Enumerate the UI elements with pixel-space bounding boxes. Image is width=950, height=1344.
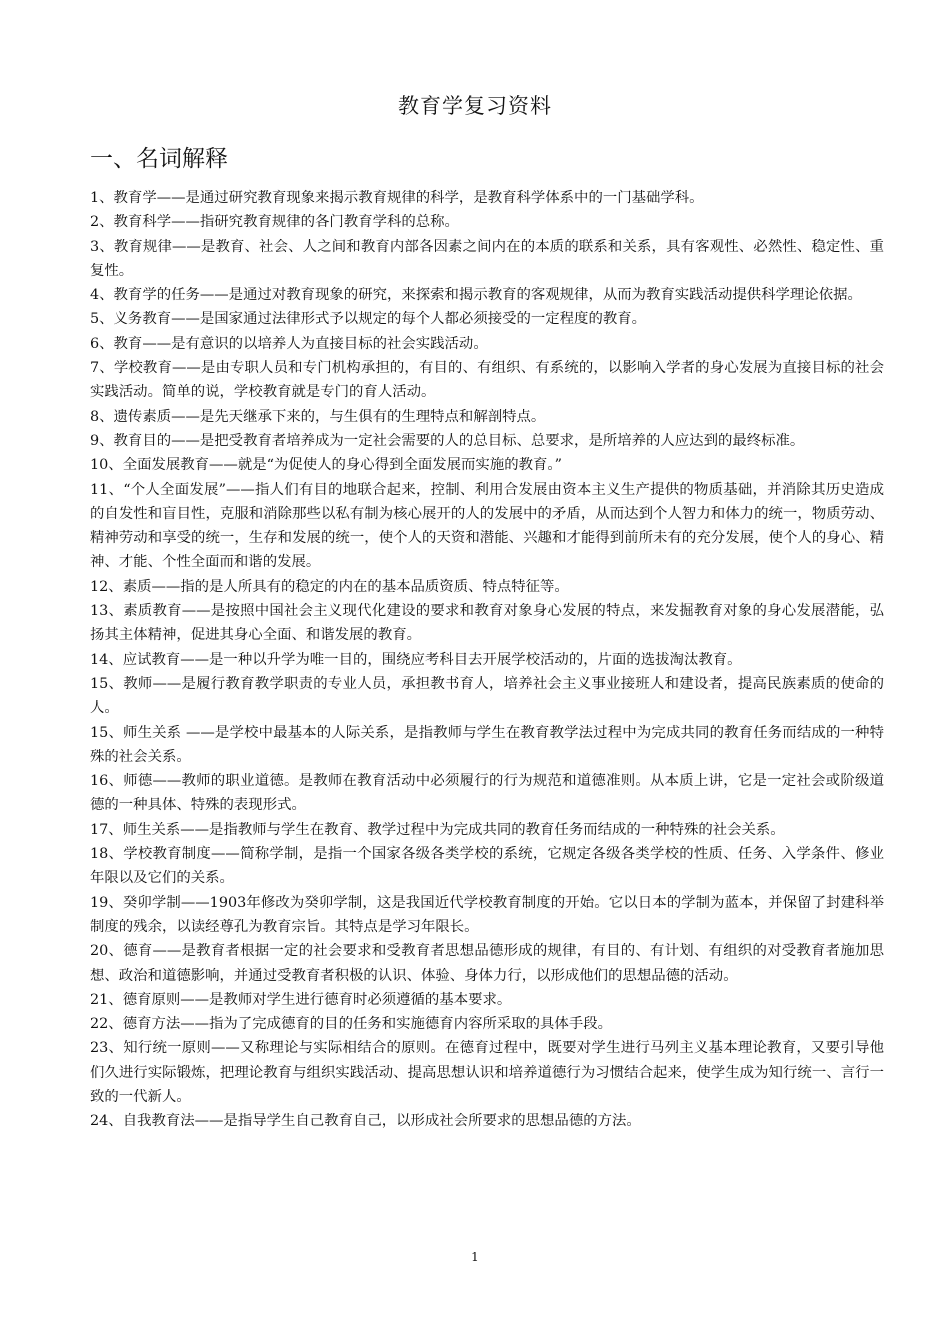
- definition-entry: 16、师德——教师的职业道德。是教师在教育活动中必须履行的行为规范和道德准则。从本质上讲，它是一定社会或阶级道德的一种具体、特殊的表现形式。: [90, 773, 884, 814]
- definition-entry: 11、“个人全面发展”——指人们有目的地联合起来，控制、利用合发展由资本主义生产提供的物质基础，并消除其历史造成的自发性和盲目性，克服和消除那些以私有制为核心展开的人的发展中的矛盾，从而达到个人智力和体力的统一，物质劳动、精神劳动和享受的统一，生存和发展的统一，使个人的天资和潜能、兴趣和才能得到前所未有的充分发展，使个人的身心、精神、才能、个性全面而和谐的发展。: [90, 481, 884, 571]
- definition-entry: 6、教育——是有意识的以培养人为直接目标的社会实践活动。: [90, 335, 488, 352]
- definition-entry: 1、教育学——是通过研究教育现象来揭示教育规律的科学，是教育科学体系中的一门基础学科。: [90, 190, 704, 206]
- definition-entry: 3、教育规律——是教育、社会、人之间和教育内部各因素之间内在的本质的联系和关系，具有客观性、必然性、稳定性、重复性。: [90, 238, 884, 279]
- definition-entry: 10、全面发展教育——就是“为促使人的身心得到全面发展而实施的教育。”: [90, 457, 562, 474]
- definition-entry: 8、遗传素质——是先天继承下来的，与生俱有的生理特点和解剖特点。: [90, 408, 546, 425]
- definition-entry: 13、素质教育——是按照中国社会主义现代化建设的要求和教育对象身心发展的特点，来发掘教育对象的身心发展潜能，弘扬其主体精神，促进其身心全面、和谐发展的教育。: [90, 603, 884, 644]
- definition-entry: 17、师生关系——是指教师与学生在教育、教学过程中为完成共同的教育任务而结成的一种特殊的社会关系。: [90, 821, 785, 838]
- page-number: 1: [471, 1250, 479, 1264]
- definition-entry: 20、德育——是教育者根据一定的社会要求和受教育者思想品德形成的规律，有目的、有计划、有组织的对受教育者施加思想、政治和道德影响，并通过受教育者积极的认识、体验、身体力行，以形成他们的思想品德的活动。: [90, 943, 884, 984]
- definition-entry: 12、素质——指的是人所具有的稳定的内在的基本品质资质、特点特征等。: [90, 578, 569, 595]
- section-heading: 一、名词解释: [90, 146, 228, 172]
- definition-entry: 7、学校教育——是由专职人员和专门机构承担的，有目的、有组织、有系统的，以影响入学者的身心发展为直接目标的社会实践活动。简单的说，学校教育就是专门的育人活动。: [90, 360, 884, 401]
- definition-entry: 23、知行统一原则——又称理论与实际相结合的原则。在德育过程中，既要对学生进行马列主义基本理论教育，又要引导他们久进行实际锻炼，把理论教育与组织实践活动、提高思想认识和培养道德行为习惯结合起来，使学生成为知行统一、言行一致的一代新人。: [90, 1040, 884, 1105]
- definition-entry: 21、德育原则——是教师对学生进行德育时必须遵循的基本要求。: [90, 991, 512, 1008]
- definition-entry: 24、自我教育法——是指导学生自己教育自己，以形成社会所要求的思想品德的方法。: [90, 1113, 641, 1130]
- definition-entry: 15、教师——是履行教育教学职责的专业人员，承担教书育人，培养社会主义事业接班人和建设者，提高民族素质的使命的人。: [90, 675, 884, 717]
- definition-entry: 4、教育学的任务——是通过对教育现象的研究，来探索和揭示教育的客观规律，从而为教育实践活动提供科学理论依据。: [90, 287, 862, 304]
- definition-list: [90, 186, 884, 1134]
- definition-entry: 15、师生关系 ——是学校中最基本的人际关系，是指教师与学生在教育教学法过程中为完成共同的教育任务而结成的一种特殊的社会关系。: [90, 724, 884, 765]
- definition-entry: 2、教育科学——指研究教育规律的各门教育学科的总称。: [90, 214, 459, 231]
- definition-entry: 14、应试教育——是一种以升学为唯一目的，围绕应考科目去开展学校活动的，片面的选拔淘汰教育。: [90, 651, 742, 668]
- definition-entry: 18、学校教育制度——简称学制，是指一个国家各级各类学校的系统，它规定各级各类学校的性质、任务、入学条件、修业年限以及它们的关系。: [90, 846, 884, 887]
- document-title: 教育学复习资料: [398, 94, 552, 118]
- definition-entry: 19、癸卯学制——1903年修改为癸卯学制，这是我国近代学校教育制度的开始。它以日本的学制为蓝本，并保留了封建科举制度的残余，以读经尊孔为教育宗旨。其特点是学习年限长。: [90, 894, 884, 935]
- definition-entry: 22、德育方法——指为了完成德育的目的任务和实施德育内容所采取的具体手段。: [90, 1016, 612, 1033]
- definition-entry: 5、义务教育——是国家通过法律形式予以规定的每个人都必须接受的一定程度的教育。: [90, 311, 647, 328]
- definition-entry: 9、教育目的——是把受教育者培养成为一定社会需要的人的总目标、总要求，是所培养的人应达到的最终标准。: [90, 432, 805, 449]
